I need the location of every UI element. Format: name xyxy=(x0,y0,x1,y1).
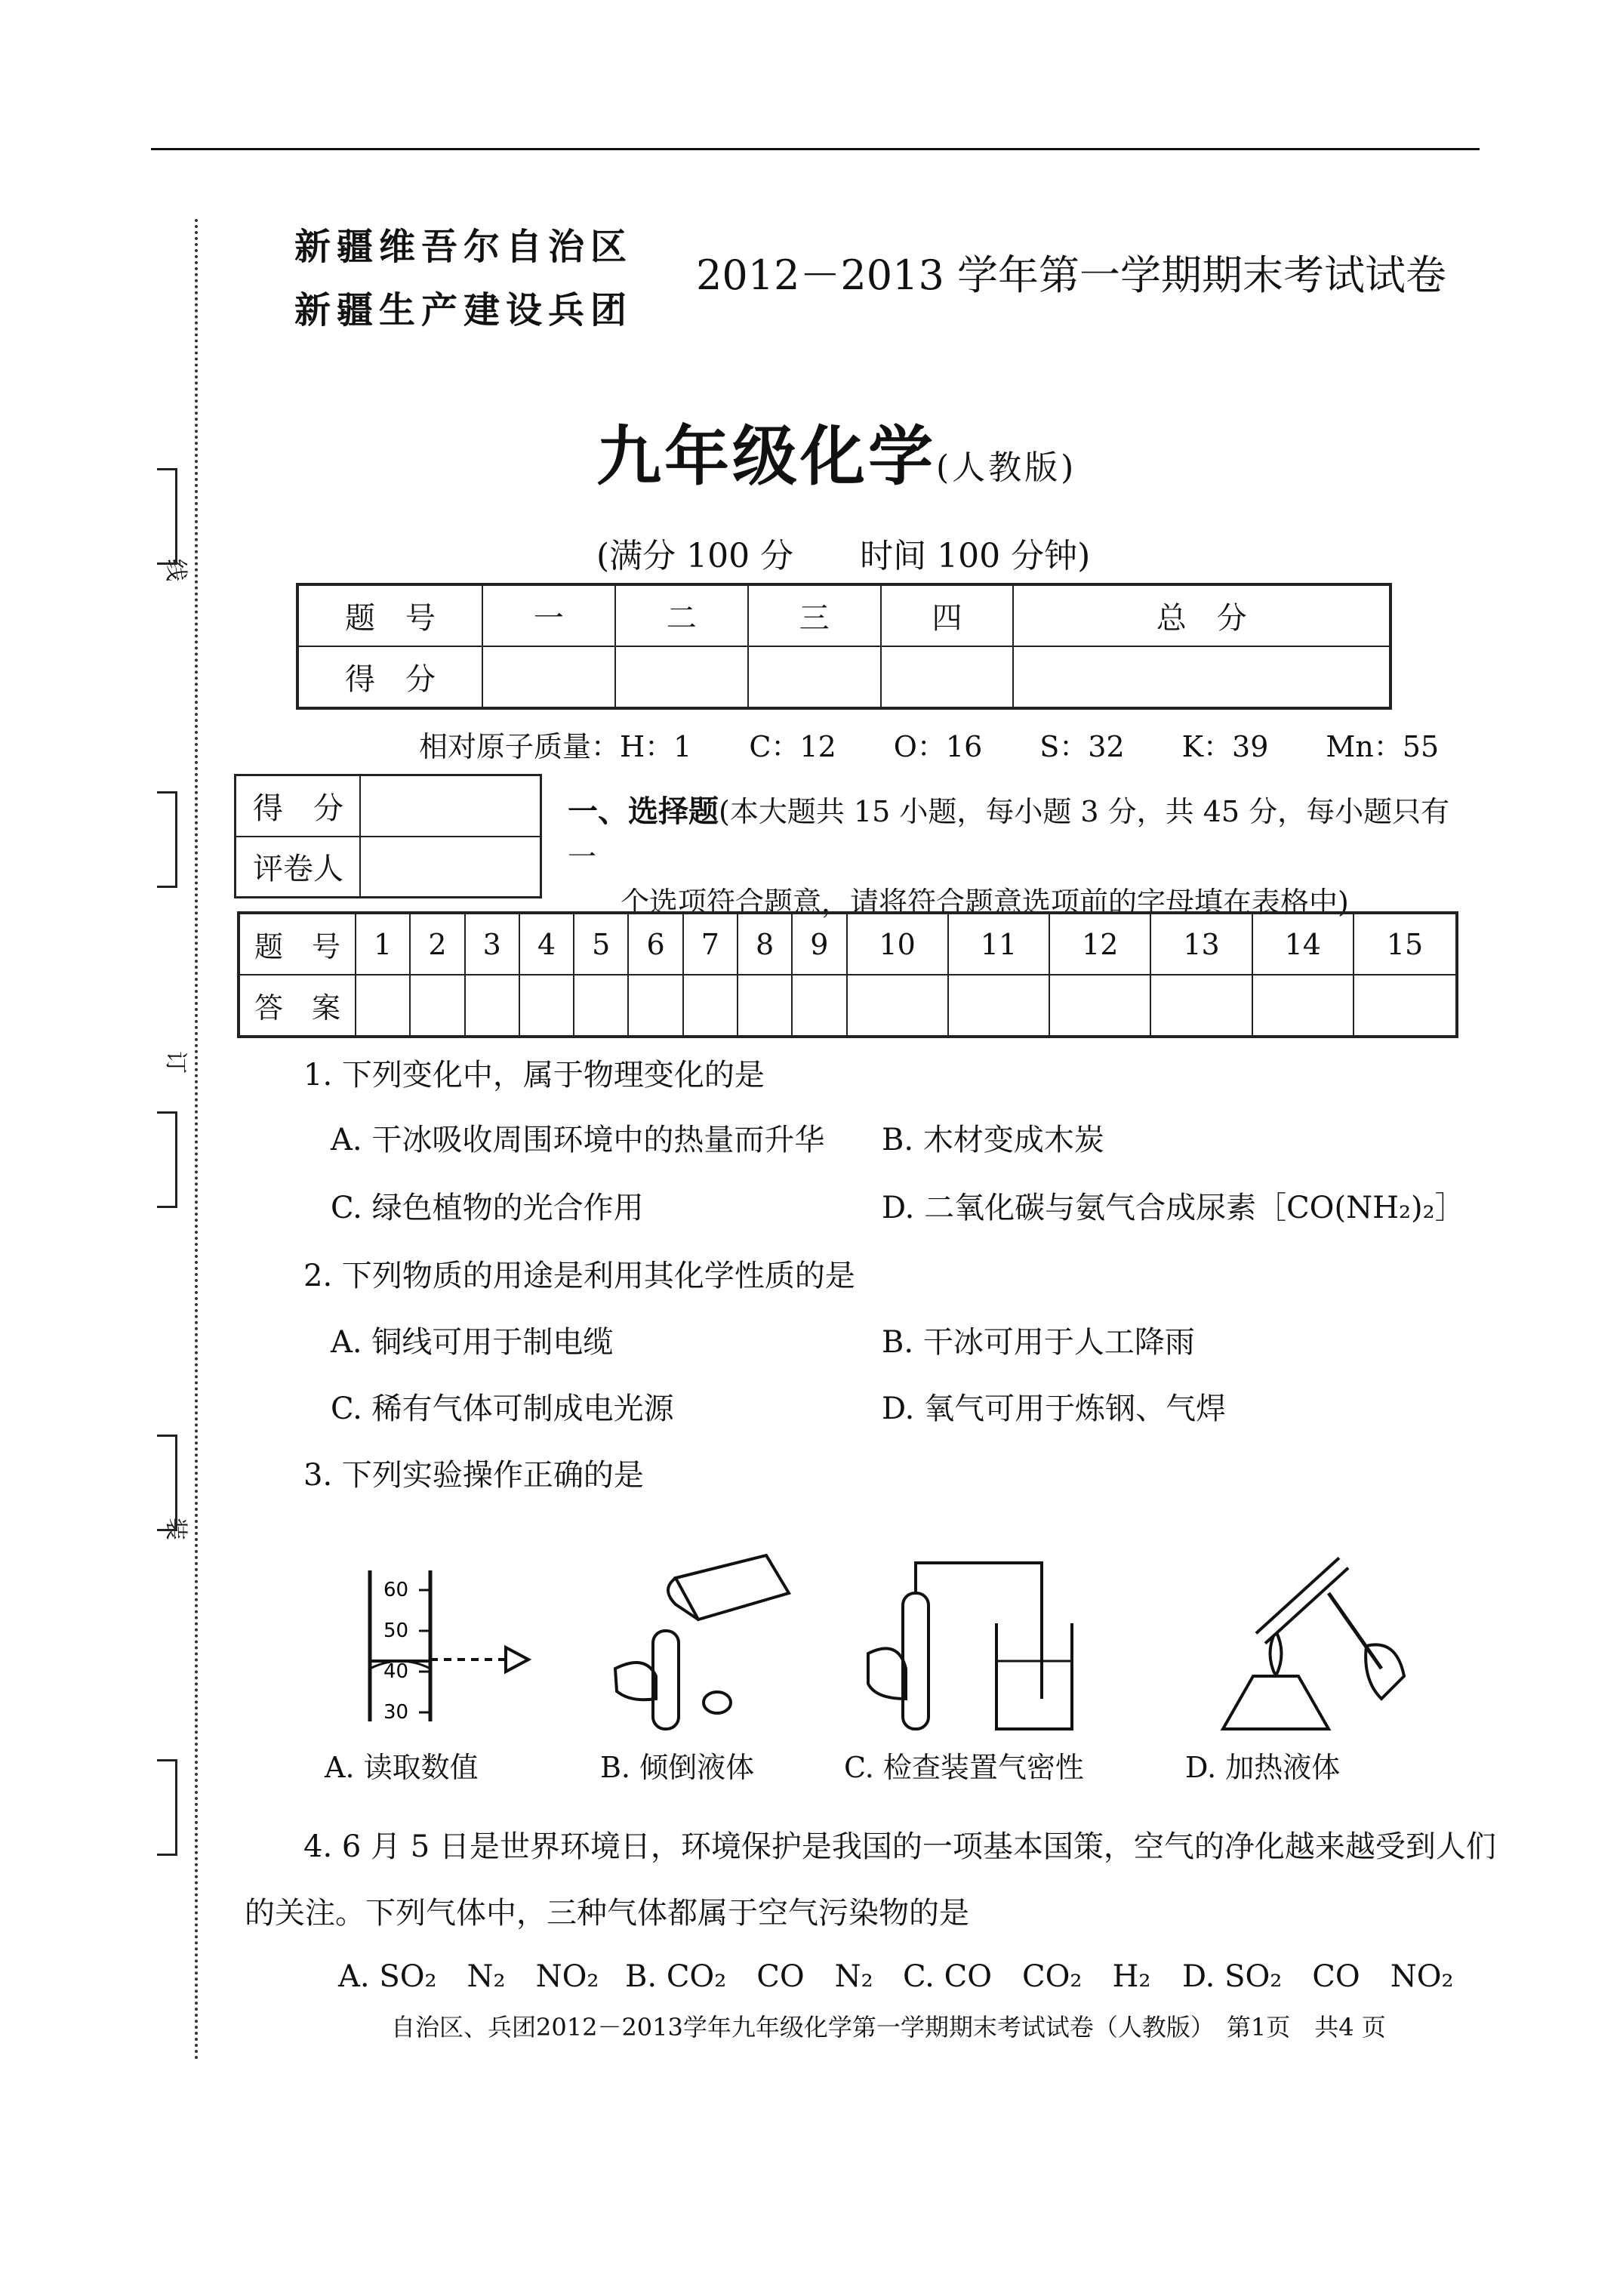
answer-cell[interactable] xyxy=(847,975,948,1037)
answer-cell[interactable] xyxy=(1252,975,1354,1037)
score-cell[interactable] xyxy=(881,646,1014,708)
answer-cell[interactable] xyxy=(465,975,519,1037)
answer-number: 1 xyxy=(356,913,410,975)
score-table xyxy=(296,583,1392,710)
q4-option-d: D. SO₂ CO NO₂ xyxy=(1182,1959,1454,1994)
q1-option-c: C. 绿色植物的光合作用 xyxy=(331,1191,644,1225)
org-line2: 新疆生产建设兵团 xyxy=(294,289,633,331)
table-row xyxy=(297,646,1390,708)
binding-bracket xyxy=(157,791,177,888)
q2-option-c: C. 稀有气体可制成电光源 xyxy=(331,1391,674,1426)
top-rule xyxy=(151,148,1480,150)
answer-number: 11 xyxy=(948,913,1049,975)
answer-cell[interactable] xyxy=(410,975,464,1037)
score-cell[interactable] xyxy=(615,646,748,708)
q2-option-b: B. 干冰可用于人工降雨 xyxy=(882,1325,1195,1360)
answer-cell[interactable] xyxy=(948,975,1049,1037)
answer-cell[interactable] xyxy=(519,975,574,1037)
table-row xyxy=(239,975,1457,1037)
binding-bracket xyxy=(157,1435,177,1531)
tick-label: 40 xyxy=(383,1660,409,1683)
answer-number: 10 xyxy=(847,913,948,975)
table-row xyxy=(236,837,541,898)
answer-cell[interactable] xyxy=(792,975,846,1037)
score-table-header: 四 xyxy=(881,584,1014,646)
figure-b-label: B. 倾倒液体 xyxy=(600,1751,755,1784)
figure-b-pouring xyxy=(600,1548,812,1737)
q2-option-d: D. 氧气可用于炼钢、气焊 xyxy=(882,1391,1227,1426)
answer-cell[interactable] xyxy=(1354,975,1457,1037)
q2-option-a: A. 铜线可用于制电缆 xyxy=(331,1325,614,1360)
question-4-stem-line1: 4. 6 月 5 日是世界环境日，环境保护是我国的一项基本国策，空气的净化越来越受到人们 xyxy=(303,1829,1496,1864)
section1-heading xyxy=(568,789,1458,925)
figure-d-heating xyxy=(1193,1548,1412,1737)
grader-score-cell[interactable] xyxy=(360,775,541,837)
score-cell[interactable] xyxy=(748,646,881,708)
question-2-stem: 2. 下列物质的用途是利用其化学性质的是 xyxy=(303,1259,855,1293)
figure-d-label: D. 加热液体 xyxy=(1185,1751,1341,1784)
q1-option-d: D. 二氧化碳与氨气合成尿素［CO(NH₂)₂］ xyxy=(882,1191,1465,1225)
answer-cell[interactable] xyxy=(1150,975,1252,1037)
exam-info: (满分 100 分 时间 100 分钟) xyxy=(596,537,1091,575)
grader-score-label: 得 分 xyxy=(236,775,361,837)
subject-name: 九年级化学 xyxy=(596,418,936,495)
tick-label: 60 xyxy=(383,1579,409,1601)
answer-number: 9 xyxy=(792,913,846,975)
binding-char-ding: 订 xyxy=(162,1051,189,1074)
answer-number: 3 xyxy=(465,913,519,975)
q4-option-b: B. CO₂ CO N₂ xyxy=(625,1959,873,1994)
q1-option-b: B. 木材变成木炭 xyxy=(882,1123,1104,1157)
question-1-stem: 1. 下列变化中，属于物理变化的是 xyxy=(303,1058,765,1093)
answer-row-label: 答 案 xyxy=(239,975,356,1037)
figure-a-cylinder xyxy=(325,1548,551,1729)
binding-bracket xyxy=(157,1759,177,1856)
score-table-header: 三 xyxy=(748,584,881,646)
score-table-header: 题 号 xyxy=(297,584,482,646)
answer-number: 6 xyxy=(628,913,682,975)
edition: (人教版) xyxy=(936,448,1077,487)
answer-number: 14 xyxy=(1252,913,1354,975)
answer-number: 4 xyxy=(519,913,574,975)
answer-number: 12 xyxy=(1049,913,1150,975)
tick-label: 30 xyxy=(383,1701,409,1724)
section1-desc-line2: 个选项符合题意，请将符合题意选项前的字母填在表格中) xyxy=(621,886,1349,919)
q4-option-a: A. SO₂ N₂ NO₂ xyxy=(338,1959,599,1994)
table-row xyxy=(297,584,1390,646)
binding-line xyxy=(195,219,198,2061)
atomic-masses: 相对原子质量：H：1 C：12 O：16 S：32 K：39 Mn：55 xyxy=(419,730,1440,763)
question-3-stem: 3. 下列实验操作正确的是 xyxy=(303,1458,644,1493)
grader-cell[interactable] xyxy=(360,837,541,898)
figure-c-airtight xyxy=(853,1548,1079,1737)
answer-row-label: 题 号 xyxy=(239,913,356,975)
section1-desc: (本大题共 15 小题，每小题 3 分，共 45 分，每小题只有一 xyxy=(568,795,1450,874)
org-line1: 新疆维吾尔自治区 xyxy=(294,226,633,268)
score-table-header: 二 xyxy=(615,584,748,646)
table-row xyxy=(239,913,1457,975)
q1-option-a: A. 干冰吸收周围环境中的热量而升华 xyxy=(331,1123,825,1157)
figure-c-label: C. 检查装置气密性 xyxy=(844,1751,1084,1784)
binding-char-zhuang: 装 xyxy=(162,1518,189,1540)
tick-label: 50 xyxy=(383,1620,409,1642)
answer-cell[interactable] xyxy=(738,975,792,1037)
answer-cell[interactable] xyxy=(683,975,738,1037)
answer-cell[interactable] xyxy=(356,975,410,1037)
score-table-header: 总 分 xyxy=(1013,584,1390,646)
q4-option-c: C. CO CO₂ H₂ xyxy=(903,1959,1151,1994)
table-row xyxy=(236,775,541,837)
question-4-stem-line2: 的关注。下列气体中，三种气体都属于空气污染物的是 xyxy=(245,1896,969,1931)
grader-label: 评卷人 xyxy=(236,837,361,898)
page-footer: 自治区、兵团2012－2013学年九年级化学第一学期期末考试试卷（人教版） 第1页 共4 页 xyxy=(391,2013,1386,2042)
binding-char-xian: 线 xyxy=(162,559,189,581)
score-cell[interactable] xyxy=(1013,646,1390,708)
figure-a-label: A. 读取数值 xyxy=(325,1751,479,1784)
answer-cell[interactable] xyxy=(574,975,628,1037)
answer-number: 7 xyxy=(683,913,738,975)
exam-title: 2012－2013 学年第一学期期末考试试卷 xyxy=(696,251,1447,299)
subject-title xyxy=(596,404,1076,498)
answer-number: 15 xyxy=(1354,913,1457,975)
answer-number: 5 xyxy=(574,913,628,975)
answer-number: 13 xyxy=(1150,913,1252,975)
answer-cell[interactable] xyxy=(1049,975,1150,1037)
score-table-header: 一 xyxy=(482,584,615,646)
answer-cell[interactable] xyxy=(628,975,682,1037)
binding-bracket xyxy=(157,468,177,565)
answer-number: 2 xyxy=(410,913,464,975)
answer-number: 8 xyxy=(738,913,792,975)
score-row-label: 得 分 xyxy=(297,646,482,708)
answer-table xyxy=(237,911,1458,1038)
section1-title: 一、选择题 xyxy=(568,794,719,829)
score-cell[interactable] xyxy=(482,646,615,708)
binding-bracket xyxy=(157,1111,177,1208)
grader-box xyxy=(234,774,542,898)
